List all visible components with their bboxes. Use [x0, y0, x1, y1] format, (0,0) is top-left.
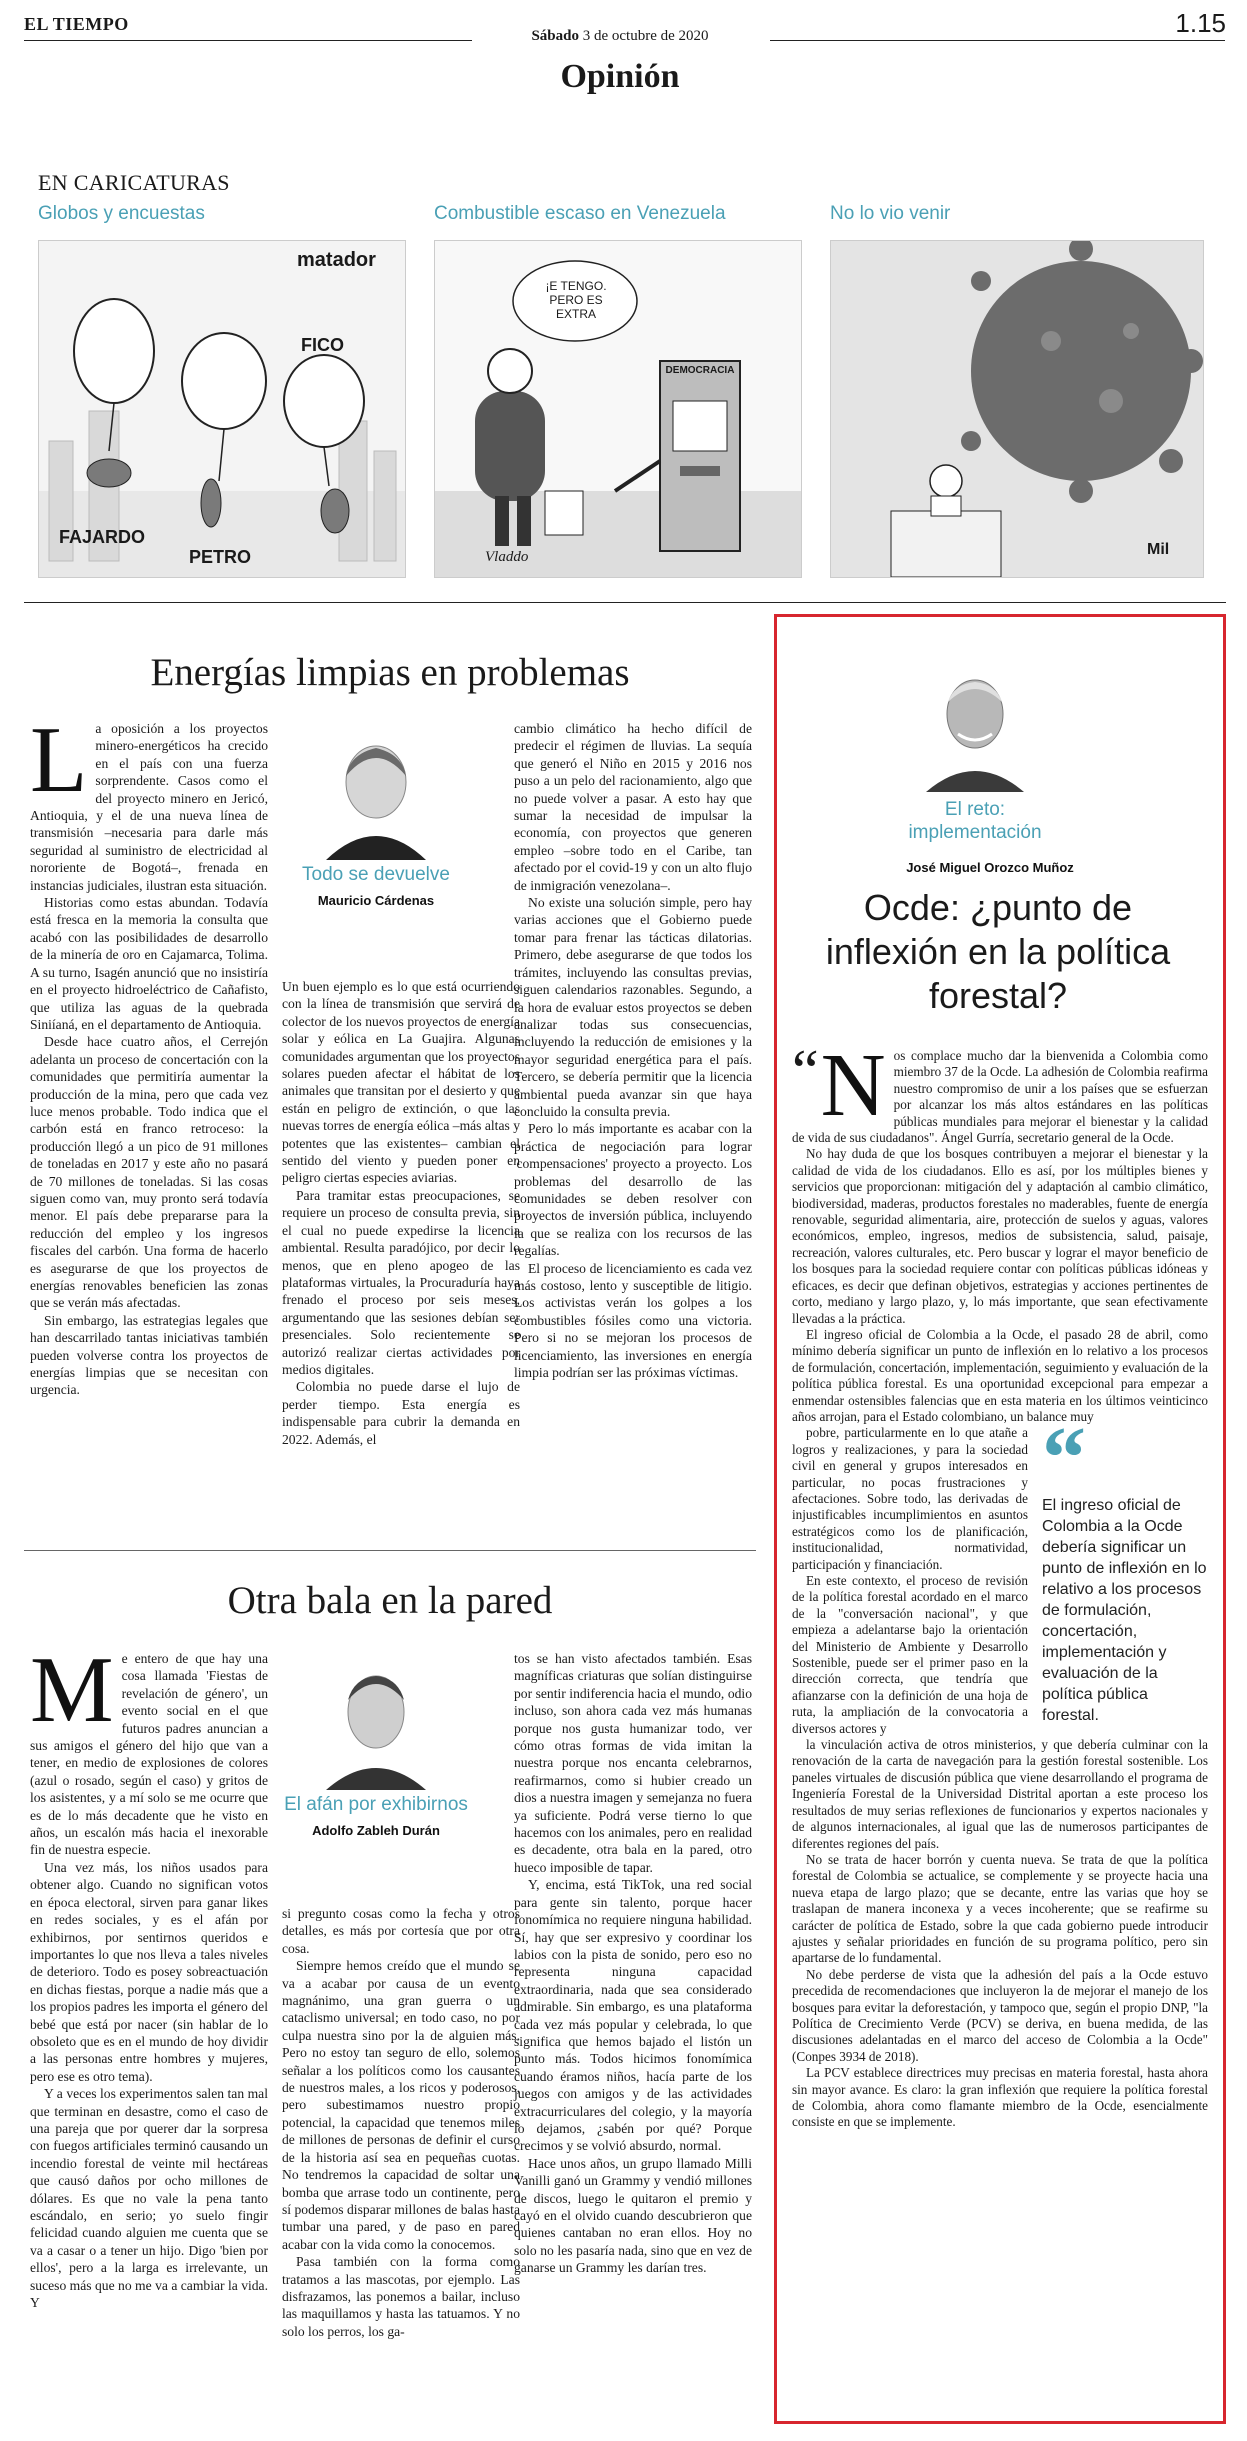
- article1-kicker: Todo se devuelve: [302, 864, 450, 885]
- article1-dropcap: L: [30, 708, 88, 812]
- cartoon-label-fico: FICO: [301, 335, 344, 355]
- pullquote-text: El ingreso oficial de Colombia a la Ocde debería significar un punto de inflexión en lo relativo a los procesos de formulación, concertación, implementación y evaluación de la política pública forestal.: [1042, 1497, 1207, 1725]
- article1-column-1: [30, 708, 268, 1399]
- article2-paragraph: Una vez más, los niños usados para obtener algo. Cuando no significan votos en época electoral, sirven para ganar likes en redes sociales, y es el afán por exhibirnos, por sentirnos queridos e importantes lo que nos lleva a tales niveles de deterioro. Todo es posey sobreactuación en dichas fiestas, porque a nadie más que a los propios padres les importa el género del bebé que está por nacer (sin hablar de lo obsoleto que es en el mundo de hoy dividir a las personas entre hombres y mujeres, pero ese es otro tema).: [30, 1859, 268, 2084]
- article1-paragraph: Pero lo más importante es acabar con la práctica de negociación para lograr 'compensaciones' proyecto a proyecto. Los problemas del desarrollo de las comunidades se deben resolver con proyectos de inversión pública, incluyendo la que se realiza con los recursos de las regalías.: [514, 1121, 752, 1259]
- article1-paragraph: Un buen ejemplo es lo que está ocurriendo con la línea de transmisión que servirá de colector de los nuevos proyectos de energía solar y eólica en La Guajira. Algunas comunidades argumentan que los proyectos solares pueden afectar el hábitat de los animales que transitan por el desierto y que están en peligro de extinción, o que las nuevas torres de energía eólica –más altas y potentes que las existentes– cambian el sentido del viento y pueden poner en peligro ciertas especies aviarias.: [282, 979, 520, 1186]
- article1-paragraph: a oposición a los proyectos minero-energéticos ha crecido en el país con una fuerza sorprendente. Casos como el del proyecto minero en Jericó, Antioquia, y el de una nueva línea de transmisión –necesaria para darle más seguridad al suministro de electricidad al nororiente de Bogotá–, frenada en instancias judiciales, ilustran esta situación.: [30, 721, 268, 893]
- article1-author: Mauricio Cárdenas: [317, 893, 435, 908]
- article2-dropcap: M: [30, 1638, 114, 1742]
- article1-paragraph: No existe una solución simple, pero hay varias acciones que el Gobierno puede tomar para frenar las tácticas dilatorias. Primero, debe asegurarse de que todos los trámites, incluyendo las consultas previas, siguen calendarios razonables. Segundo, a la hora de evaluar estos proyectos se deben analizar todas sus consecuencias, incluyendo la reducción de emisiones y la mayor seguridad energética para el país. Tercero, se debería permitir que la licencia ambiental pueda avanzar sin que haya concluido la consulta previa.: [514, 895, 752, 1119]
- article1-column-3: [514, 720, 752, 1381]
- pullquote-block: [1042, 1410, 1208, 1726]
- article2-title: Otra bala en la pared: [227, 1579, 553, 1622]
- section-title: Opinión: [560, 58, 680, 95]
- article2-paragraph: tos se han visto afectados también. Esas magníficas criaturas que solían distinguirse por sentir indiferencia hacia el mundo, odio incluso, son ahora cada vez más humanas porque nos gusta humanizar todo, ver cómo otras formas de vida imitan la nuestra porque nos encanta celebrarnos, reafirmarnos, como si hubier creado un dios a nuestra imagen y semejanza no fuera ya suficiente. Podrá verse tierno lo que hacemos con los animales, pero en realidad es decadente, otra bala en la pared, otro hueco imposible de tapar.: [514, 1651, 752, 1875]
- cartoon-globos-image: [38, 240, 406, 578]
- article2-column-3: [514, 1650, 752, 2277]
- article2-paragraph: Hace unos años, un grupo llamado Milli Vanilli ganó un Grammy y vendió millones de discos, luego le quitaron el premio y cayó en el olvido cuando descubrieron que quienes cantaban no eran ellos. Hoy no solo no les pasaría nada, sino que en vez de ganarse un Grammy les darían tres.: [514, 2155, 752, 2276]
- article1-column-2: [282, 978, 520, 1448]
- cartoon-artist-matador: matador: [297, 249, 376, 271]
- article3-author: José Miguel Orozco Muñoz: [906, 860, 1074, 875]
- author-portrait-zableh: [318, 1650, 434, 1790]
- cartoon-label-petro: PETRO: [189, 547, 252, 567]
- page-number: 1.15: [1175, 8, 1226, 38]
- article3-paragraph: La PCV establece directrices muy precisas en materia forestal, hasta ahora sin mayor avance. Es claro: la gran inflexión que requiere la política forestal de Colombia, ahora como flamante miembro de la Ocde, esencialmente consiste en que se implemente.: [792, 2065, 1208, 2130]
- cartoon-label-fajardo: FAJARDO: [59, 527, 146, 547]
- header-date: [520, 28, 720, 45]
- header-date-text: 3 de octubre de 2020: [582, 28, 709, 44]
- article1-paragraph: Sin embargo, las estrategias legales que han descarrilado tantas iniciativas también pueden volverse contra los proyectos de energías limpias que se necesitan con urgencia.: [30, 1312, 268, 1398]
- article3-paragraph: No se trata de hacer borrón y cuenta nueva. Se trata de que la política forestal de Colombia se actualice, se complemente y se proyecte hacia una nueva etapa de largo plazo; que se decante, entre las varias que hoy se traslapan de manera inconexa y a veces incoherente; que se reafirme su carácter de política de Estado, sobre la que cada gobierno puede introducir ajustes y señalar prioridades en función de su programa político, pero sin apartarse de lo fundamental.: [792, 1851, 1208, 1966]
- article1-paragraph: cambio climático ha hecho difícil de predecir el régimen de lluvias. La sequía que generó el Niño en 2015 y 2016 nos puso a un pelo del racionamiento, algo que no puede volver a pasar. A esto hay que sumar la necesidad de impulsar la economía, con proyectos que generen empleo –sobre todo en el Caribe, tan afectado por el covid-19 y con un alto flujo de inmigración venezolana–.: [514, 721, 752, 893]
- article2-column-2: [282, 1905, 520, 2340]
- article3-body: [792, 1036, 1208, 2131]
- article1-title: Energías limpias en problemas: [150, 651, 630, 694]
- cartoon-pump-label: DEMOCRACIA: [665, 365, 735, 376]
- article1-paragraph: Colombia no puede darse el lujo de perder tiempo. Esta energía es indispensable para cubrir la demanda en 2022. Además, el: [282, 1379, 520, 1447]
- article3-paragraph: El ingreso oficial de Colombia a la Ocde, el pasado 28 de abril, como mínimo debería significar un punto de inflexión en lo relativo a los procesos de formulación, concertación, implementación, seguimiento y evaluación de la política pública forestal. Es una oportunidad excepcional para empezar a enmendar ostensibles falencias que en esta materia en los últimos veinticinco años arrojan, para el Estado colombiano, un balance muy: [792, 1326, 1208, 1424]
- cartoon-artist-mil: Mil: [1147, 541, 1170, 558]
- cartoon-2-title: Combustible escaso en Venezuela: [434, 203, 726, 224]
- article2-paragraph: si pregunto cosas como la fecha y otros detalles, es más por cortesía que por otra cosa.: [282, 1906, 520, 1956]
- article2-kicker: El afán por exhibirnos: [284, 1794, 468, 1815]
- cartoon-novio-image: [830, 240, 1204, 578]
- article3-dropcap: N: [820, 1036, 886, 1135]
- article3-paragraph: No debe perderse de vista que la adhesión del país a la Ocde estuvo precedida de recomendaciones que incluyeron la de mejorar el manejo de los bosques para evitar la deforestación, y tampoco que, según el propio DNP, "la Política de Crecimiento Verde (PCV) se deriva, en buena medida, de las discusiones adelantadas en el marco del acceso de Colombia a la Ocde" (Conpes 3934 de 2018).: [792, 1966, 1208, 2064]
- article2-paragraph: Siempre hemos creído que el mundo se va a acabar por causa de un evento magnánimo, una gran guerra o un cataclismo universal; en todo caso, no por culpa nuestra sino por la de alguien más. Pero no estoy tan seguro de ello, solemos señalar a los políticos como los causantes de nuestros males, a los ricos y poderosos, pero subestimamos nuestro propio potencial, la capacidad que tenemos miles de millones de personas de definir el curso de la historia así sea en pequeñas cuotas. No tendremos la capacidad de soltar una bomba que arrase todo un continente, pero sí podemos disparar millones de balas hasta tumbar una pared, y de paso en pared acabar con la vida como la conocemos.: [282, 1958, 520, 2252]
- caricaturas-heading: EN CARICATURAS: [38, 170, 230, 195]
- article1-paragraph: Historias como estas abundan. Todavía está fresca en la memoria la consulta que acabó con las posibilidades de desarrollo de la minería de oro en Cajamarca, Tolima. A su turno, Isagén anunció que no insistiría en el proyecto hidroeléctrico de Cañafisto, que utiliza las aguas de la quebrada Siniíaná, en el departamento de Antioquia.: [30, 895, 268, 1032]
- article2-author: Adolfo Zableh Durán: [312, 1823, 440, 1838]
- article2-paragraph: Y a veces los experimentos salen tan mal que terminan en desastre, como el caso de una pareja que por querer dar la sorpresa con fuegos artificiales terminó causando un incendio forestal de veinte mil hectáreas que causó daños por ocho millones de dólares. Es que no vale la pena tanto escándalo, en serio; yo suelo fingir felicidad cuando alguien me cuenta que se va a casar o a tener un hijo. Digo 'bien por ellos', pero a la larga es irrelevante, un suceso más que no me va a cambiar la vida. Y: [30, 2086, 268, 2311]
- cartoon-combustible-image: [434, 240, 802, 578]
- cartoon-3-title: No lo vio venir: [830, 203, 951, 224]
- article3-kicker: El reto: implementación: [908, 799, 1042, 843]
- article3-author-photo: [920, 654, 1030, 792]
- cartoon-speech-bubble: ¡E TENGO. PERO ES EXTRA: [545, 279, 607, 321]
- masthead-logo: EL TIEMPO: [24, 14, 129, 34]
- header-day: Sábado: [531, 28, 579, 44]
- author-portrait-orozco: [920, 654, 1030, 792]
- header-rule-left: [24, 40, 472, 41]
- article2-paragraph: Y, encima, está TikTok, una red social para gente sin talento, porque hacer fonomímica no requiere ninguna habilidad. Sí, hay que ser expresivo y coordinar los labios con la pista de sonido, pero eso no representa ninguna capacidad extraordinaria, nada que sea considerado admirable. Sin embargo, es una plataforma cada vez más popular y celebrada, lo que significa que hemos bajado el listón un punto más. Todos hicimos fonomímica cuando éramos niños, hacía parte de los juegos con amigos y de las actividades extracurriculares del colegio, y la mayoría lo dejamos, ¿sabén por qué? Porque crecimos y se volvió absurdo, normal.: [514, 1877, 752, 2154]
- article3-paragraph: En este contexto, el proceso de revisión de la política forestal acordado en el marco de la "conversación nacional", y que empieza a adelantarse bajo la orientación del Ministerio de Ambiente y Desarrollo Sostenible, puede ser el primer paso en la dirección correcta, que tendría que afianzarse con la definición de una hoja de ruta, la ampliación de la convocatoria a diversos actores y: [792, 1573, 1028, 1736]
- cartoon-1-title: Globos y encuestas: [38, 203, 205, 224]
- article-divider: [24, 1550, 756, 1551]
- pullquote-mark-icon: “: [1042, 1410, 1086, 1508]
- article1-author-photo: [318, 720, 434, 860]
- article3-paragraph: os complace mucho dar la bienvenida a Colombia como miembro 37 de la Ocde. La adhesión de Colombia reafirma nuestro compromiso de unir a los países que se esfuerzan por alcanzar los más altos estándares en las políticas públicas mundiales para mejorar el bienestar y la calidad de vida de sus ciudadanos". Ángel Gurría, secretario general de la Ocde.: [792, 1048, 1208, 1146]
- article1-paragraph: El proceso de licenciamiento es cada vez más costoso, lento y susceptible de litigio. Los activistas verán los golpes a los combustibles fósiles como una victoria. Pero si no se mejoran los procesos de licenciamiento, las inversiones en energía limpia podrían ser las próximas víctimas.: [514, 1260, 752, 1381]
- article3-paragraph: la vinculación activa de otros ministerios, y que debería culminar con la renovación de la carta de navegación para la gestión forestal sostenible. Los paneles virtuales de discusión pública que viene desarrollando el programa de Ingeniería Forestal de la Universidad Distrital aportan a este proceso los resultados de muy serias reflexiones de funcionarios y expertos nacionales y de algunos internacionales, al igual que las de numerosos participantes de diferentes regiones del país.: [792, 1737, 1208, 1851]
- article2-author-photo: [318, 1650, 434, 1790]
- article2-paragraph: e entero de que hay una cosa llamada 'Fiestas de revelación de género', un evento social en el que futuros padres anuncian a sus amigos el género del hijo que van a tener, en medio de explosiones de colores (azul o rosado, según el caso) y gritos de los asistentes, y a mí solo se me ocurre que es de lo más decadente que he visto en años, un escalón más hacia el inexorable fin de nuestra especie.: [30, 1651, 268, 1858]
- section-divider: [24, 602, 1226, 603]
- article1-paragraph: Desde hace cuatro años, el Cerrejón adelanta un proceso de concertación con la comunidades que permitiría aumentar la producción de la mina, pero que cada vez luce menos probable. Todo indica que el carbón está en franco retroceso: la producción llegó a un pico de 91 millones de toneladas en 2017 y este año no pasará de 70 millones de toneladas. Si las cosas siguen como van, muy pronto será todavía menor. El país debe prepararse para la reducción del empleo y los ingresos fiscales del carbón. Una forma de hacerlo es asegurarse de que los proyectos de energías renovables beneficien las zonas que se verán más afectadas.: [30, 1034, 268, 1311]
- article3-quote-mark: “: [792, 1038, 819, 1104]
- article1-paragraph: Para tramitar estas preocupaciones, se requiere un proceso de consulta previa, sin el cual no puede expedirse la licencia ambiental. Resulta paradójico, por decir lo menos, que en pleno apogeo de las plataformas virtuales, la Procuraduría haya frenado el proceso por seis meses, argumentando que las sesiones debían ser presenciales. Solo recientemente se autorizó realizar ciertas actividades por medios digitales.: [282, 1187, 520, 1377]
- author-portrait-cardenas: [318, 720, 434, 860]
- cartoon-novio-drawing: [831, 241, 1203, 577]
- header-rule-right: [770, 40, 1225, 41]
- cartoon-artist-vladdo: Vladdo: [485, 549, 529, 565]
- article3-title: Ocde: ¿punto de inflexión en la política forestal?: [825, 887, 1171, 1016]
- article3-paragraph: No hay duda de que los bosques contribuyen a mejorar el bienestar y la calidad de vida de los ciudadanos. Ello es así, por los múltiples bienes y servicios que proporcionan: mitigación del y adaptación al cambio climático, biodiversidad, maderas, productos forestales no maderables, fuente de energía renovable, seguridad alimentaria, aire, protección de suelos y aguas, valores económicos, empleo, ingresos, medios de subsistencia, salud, paisaje, recreación, valores culturales, etc. Pero buscar y lograr el mayor beneficio de los bosques para la sociedad requiere contar con políticas públicas idóneas y eficaces, es decir que definan objetivos, estrategias y acciones pertinentes de corto, mediano y largo plazo, y, lo más importante, que sean efectivamente llevadas a la práctica.: [792, 1146, 1208, 1326]
- article2-paragraph: Pasa también con la forma como tratamos a las mascotas, por ejemplo. Las disfrazamos, las ponemos a bailar, incluso las maquillamos y hasta las tatuamos. Y no solo los perros, los ga-: [282, 2254, 520, 2339]
- article2-column-1: [30, 1638, 268, 2311]
- article3-paragraph: pobre, particularmente en lo que atañe a logros y realizaciones, y para la sociedad civil en general y grupos interesados en particular, no pocas frustraciones y afectaciones. Sobre todo, las derivadas de injustificables incumplimientos en asuntos estratégicos como los de planificación, institucionalidad, normatividad, participación y financiación.: [792, 1425, 1028, 1572]
